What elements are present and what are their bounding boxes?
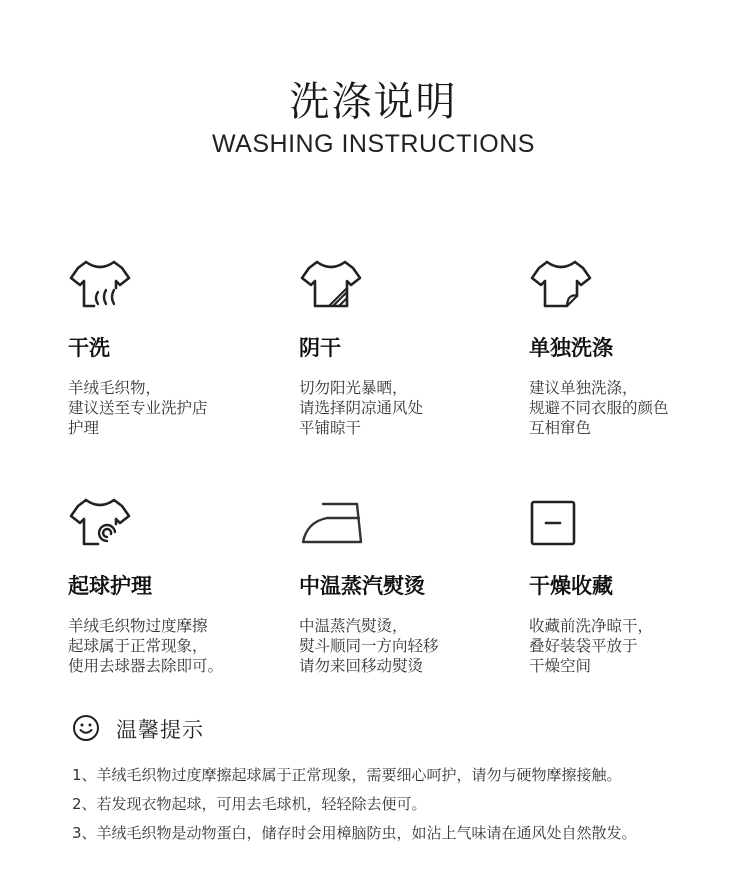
iron-icon	[299, 494, 363, 554]
description-line: 叠好装袋平放于	[529, 637, 638, 655]
description-line: 规避不同衣服的颜色	[529, 399, 669, 417]
care-item-title: 中温蒸汽熨烫	[299, 574, 425, 598]
tip-line: 2、若发现衣物起球，可用去毛球机，轻轻除去便可。	[72, 795, 427, 813]
page-title-cn: 洗涤说明	[289, 79, 458, 125]
care-item-title: 干洗	[68, 336, 110, 360]
care-item-title: 阴干	[299, 336, 341, 360]
tips-list	[72, 764, 637, 851]
storage-box-icon	[529, 494, 593, 554]
description-line: 羊绒毛织物过度摩擦	[68, 617, 208, 635]
care-item-title: 干燥收藏	[529, 574, 613, 598]
description-line: 收藏前洗净晾干，	[529, 617, 654, 635]
care-item-description	[299, 378, 423, 438]
shirt-shade-dry-icon	[299, 256, 363, 316]
description-line: 起球属于正常现象，	[68, 637, 208, 655]
description-line: 互相窜色	[529, 419, 592, 437]
care-item-description	[529, 378, 669, 438]
tip-line: 1、羊绒毛织物过度摩擦起球属于正常现象，需要细心呵护，请勿与硬物摩擦接触。	[72, 766, 622, 784]
description-line: 熨斗顺同一方向轻移	[299, 637, 439, 655]
description-line: 使用去球器去除即可。	[68, 657, 224, 675]
care-item-title: 起球护理	[68, 574, 152, 598]
care-item-title: 单独洗涤	[529, 336, 613, 360]
care-item-description	[68, 378, 208, 438]
description-line: 干燥空间	[529, 657, 592, 675]
care-item-description	[299, 616, 439, 676]
care-item-description	[529, 616, 653, 676]
description-line: 建议单独洗涤，	[529, 379, 638, 397]
description-line: 中温蒸汽熨烫，	[299, 617, 408, 635]
shirt-separate-wash-icon	[529, 256, 593, 316]
description-line: 羊绒毛织物，	[68, 379, 162, 397]
description-line: 护理	[68, 419, 100, 437]
shirt-depill-icon	[68, 494, 132, 554]
description-line: 切勿阳光暴晒，	[299, 379, 408, 397]
description-line: 建议送至专业洗护店	[68, 399, 208, 417]
description-line: 平铺晾干	[299, 419, 362, 437]
tip-line: 3、羊绒毛织物是动物蛋白，储存时会用樟脑防虫，如沾上气味请在通风处自然散发。	[72, 824, 637, 842]
shirt-dryclean-icon	[68, 256, 132, 316]
care-item-description	[68, 616, 223, 676]
description-line: 请勿来回移动熨烫	[299, 657, 424, 675]
page-title-en: WASHING INSTRUCTIONS	[212, 130, 535, 158]
tips-title: 温馨提示	[116, 718, 204, 742]
description-line: 请选择阴凉通风处	[299, 399, 424, 417]
smile-icon	[72, 714, 100, 742]
